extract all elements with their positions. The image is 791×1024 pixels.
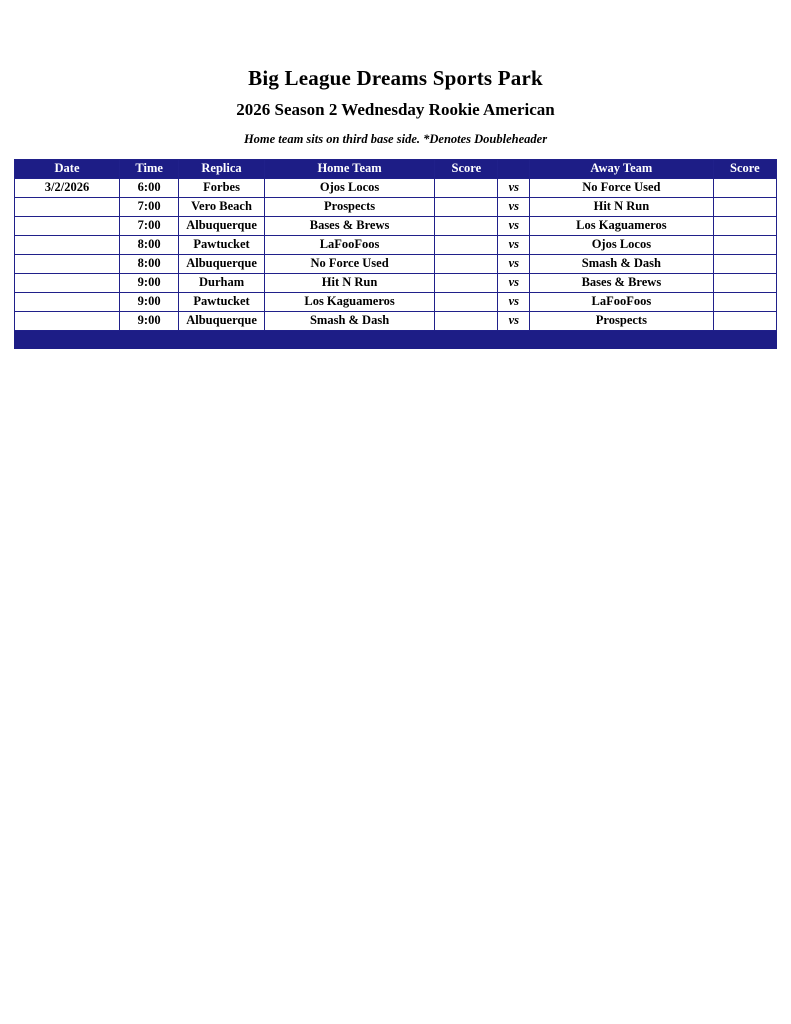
cell-replica: Pawtucket (179, 235, 265, 254)
cell-replica: Albuquerque (179, 216, 265, 235)
cell-home-team: Smash & Dash (264, 311, 434, 330)
cell-score-away (713, 197, 776, 216)
cell-date (15, 216, 120, 235)
column-header-away-team: Away Team (530, 159, 714, 178)
column-header-score-home: Score (435, 159, 498, 178)
cell-away-team: Smash & Dash (530, 254, 714, 273)
cell-date (15, 235, 120, 254)
table-footer-band (15, 330, 777, 348)
table-row (15, 292, 777, 311)
cell-vs: vs (498, 292, 530, 311)
cell-score-away (713, 178, 776, 197)
schedule-table (14, 159, 777, 349)
footer-band-cell (435, 330, 498, 348)
schedule-table-wrap (0, 159, 791, 349)
cell-vs: vs (498, 216, 530, 235)
cell-date (15, 292, 120, 311)
cell-time: 9:00 (120, 311, 179, 330)
cell-score-home (435, 292, 498, 311)
cell-replica: Forbes (179, 178, 265, 197)
page-title: Big League Dreams Sports Park (248, 66, 543, 90)
footer-band-cell (264, 330, 434, 348)
cell-home-team: LaFooFoos (264, 235, 434, 254)
cell-replica: Durham (179, 273, 265, 292)
cell-score-home (435, 178, 498, 197)
cell-score-home (435, 216, 498, 235)
cell-replica: Vero Beach (179, 197, 265, 216)
cell-date (15, 273, 120, 292)
footer-band-cell (15, 330, 120, 348)
cell-time: 6:00 (120, 178, 179, 197)
cell-date (15, 197, 120, 216)
table-row (15, 197, 777, 216)
cell-home-team: Bases & Brews (264, 216, 434, 235)
cell-time: 7:00 (120, 197, 179, 216)
cell-vs: vs (498, 197, 530, 216)
page-subtitle: 2026 Season 2 Wednesday Rookie American (236, 100, 555, 120)
column-header-vs (498, 159, 530, 178)
column-header-replica: Replica (179, 159, 265, 178)
table-row (15, 178, 777, 197)
document-header (0, 0, 791, 147)
page-note: Home team sits on third base side. *Denotes Doubleheader (243, 131, 548, 146)
cell-vs: vs (498, 311, 530, 330)
column-header-score-away: Score (713, 159, 776, 178)
footer-band-cell (713, 330, 776, 348)
cell-home-team: Ojos Locos (264, 178, 434, 197)
cell-time: 9:00 (120, 292, 179, 311)
schedule-table-body (15, 178, 777, 348)
cell-time: 7:00 (120, 216, 179, 235)
cell-replica: Pawtucket (179, 292, 265, 311)
column-header-home-team: Home Team (264, 159, 434, 178)
cell-date (15, 311, 120, 330)
cell-away-team: Los Kaguameros (530, 216, 714, 235)
table-row (15, 273, 777, 292)
cell-date: 3/2/2026 (15, 178, 120, 197)
cell-score-away (713, 292, 776, 311)
cell-score-home (435, 197, 498, 216)
cell-vs: vs (498, 273, 530, 292)
cell-score-home (435, 254, 498, 273)
cell-away-team: Ojos Locos (530, 235, 714, 254)
cell-home-team: Hit N Run (264, 273, 434, 292)
cell-home-team: Los Kaguameros (264, 292, 434, 311)
cell-score-away (713, 254, 776, 273)
cell-away-team: Bases & Brews (530, 273, 714, 292)
footer-band-cell (120, 330, 179, 348)
table-row (15, 235, 777, 254)
footer-band-cell (179, 330, 265, 348)
cell-time: 9:00 (120, 273, 179, 292)
cell-score-away (713, 311, 776, 330)
footer-band-cell (498, 330, 530, 348)
cell-score-home (435, 273, 498, 292)
footer-band-cell (530, 330, 714, 348)
cell-vs: vs (498, 254, 530, 273)
cell-replica: Albuquerque (179, 311, 265, 330)
cell-away-team: No Force Used (530, 178, 714, 197)
cell-score-away (713, 216, 776, 235)
cell-away-team: Prospects (530, 311, 714, 330)
cell-score-away (713, 235, 776, 254)
cell-time: 8:00 (120, 254, 179, 273)
cell-away-team: LaFooFoos (530, 292, 714, 311)
cell-score-away (713, 273, 776, 292)
column-header-time: Time (120, 159, 179, 178)
cell-home-team: Prospects (264, 197, 434, 216)
column-header-date: Date (15, 159, 120, 178)
cell-date (15, 254, 120, 273)
table-header-row (15, 159, 777, 178)
table-row (15, 216, 777, 235)
table-row (15, 254, 777, 273)
cell-home-team: No Force Used (264, 254, 434, 273)
cell-time: 8:00 (120, 235, 179, 254)
cell-score-home (435, 311, 498, 330)
cell-away-team: Hit N Run (530, 197, 714, 216)
table-row (15, 311, 777, 330)
cell-vs: vs (498, 235, 530, 254)
cell-vs: vs (498, 178, 530, 197)
cell-replica: Albuquerque (179, 254, 265, 273)
cell-score-home (435, 235, 498, 254)
